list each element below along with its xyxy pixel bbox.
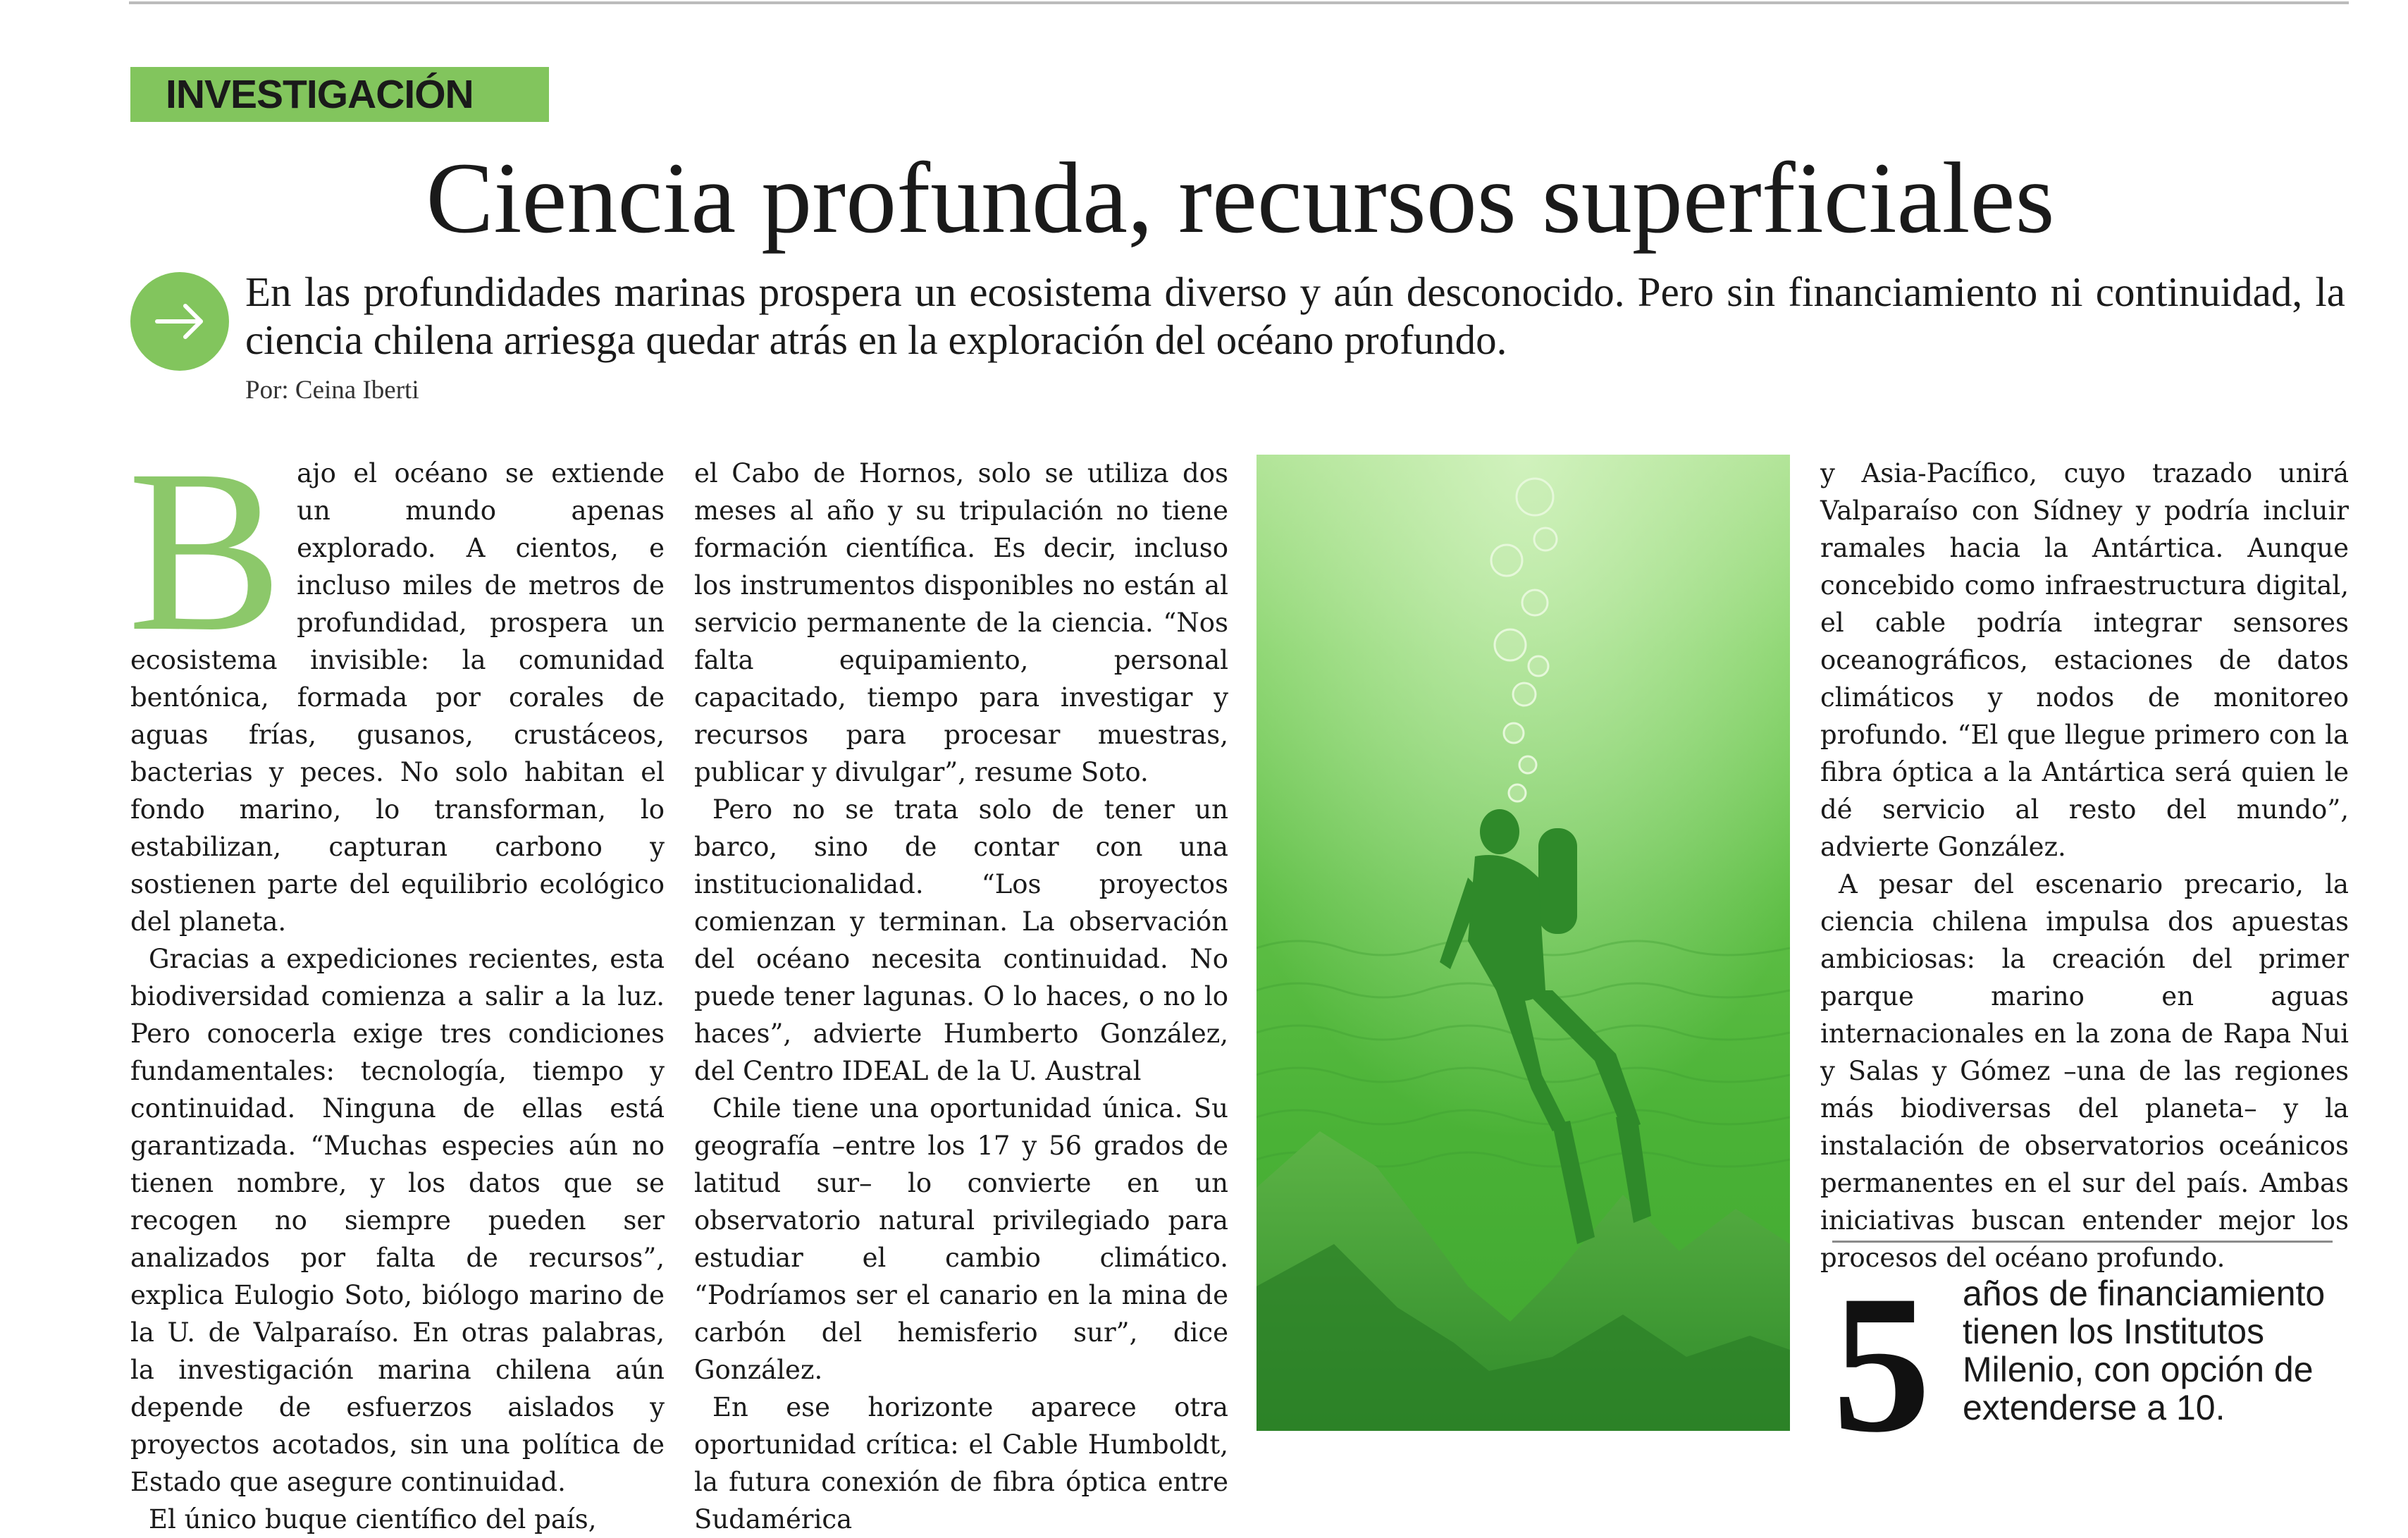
body-column-1	[128, 422, 665, 1538]
arrow-right-icon	[130, 272, 229, 371]
stat-text: años de financiamiento tienen los Institutos Milenio, con opción de extenderse a 10.	[1963, 1274, 2326, 1427]
top-rule	[129, 1, 2349, 4]
body-paragraph: A pesar del escenario precario, la ciencia chilena impulsa dos apuestas ambiciosas: la creación del primer parque marino en aguas internacionales en la zona de Rapa Nui y Salas y Gómez –una de las regiones más biodiversas del planeta– y la instalación de observatorios oceánicos permanentes en el sur del país. Ambas iniciativas buscan entender mejor los procesos del océano profundo.	[1820, 869, 2349, 1273]
stat-divider	[1832, 1241, 2333, 1243]
article-byline: Por: Ceina Iberti	[245, 376, 419, 405]
section-kicker	[130, 67, 549, 122]
body-paragraph: Pero no se trata solo de tener un barco, sino de contar con una institucionalidad. “Los proyectos comienzan y terminan. La observación del océano necesita continuidad. No puede tener lagunas. O lo haces, o no lo haces”, advierte Humberto González, del Centro IDEAL de la U. Austral	[694, 794, 1228, 1086]
article-headline: Ciencia profunda, recursos superficiales	[426, 142, 2055, 254]
body-paragraph: Chile tiene una oportunidad única. Su geografía –entre los 17 y 56 grados de latitud sur– lo convierte en un observatorio natural privilegiado para estudiar el cambio climático. “Podríamos ser el canario en la mina de carbón del hemisferio sur”, dice González.	[694, 1093, 1228, 1385]
body-paragraph: Gracias a expediciones recientes, esta biodiversidad comienza a salir a la luz. Pero conocerla exige tres condiciones fundamentales: tecnología, tiempo y continuidad. Ninguna de ellas está garantizada. “Muchas especies aún no tienen nombre, y los datos que se recogen no siempre pueden ser analizados por falta de recursos”, explica Eulogio Soto, biólogo marino de la U. de Valparaíso. En otras palabras, la investigación marina chilena aún depende de esfuerzos aislados y proyectos acotados, sin una política de Estado que asegure continuidad.	[130, 944, 665, 1497]
body-column-2	[694, 455, 1228, 1538]
stat-number: 5	[1832, 1254, 1931, 1473]
body-paragraph: En ese horizonte aparece otra oportunidad crítica: el Cable Humboldt, la futura conexión de fibra óptica entre Sudamérica	[694, 1392, 1228, 1534]
diver-illustration	[1257, 455, 1790, 1431]
body-paragraph: Bajo el océano se extiende un mundo apenas explorado. A cientos, e incluso miles de metros de profundidad, prospera un ecosistema invisible: la comunidad bentónica, formada por corales de aguas frías, gusanos, crustáceos, bacterias y peces. No solo habitan el fondo marino, lo transforman, lo estabilizan, capturan carbono y sostienen parte del equilibrio ecológico del planeta.	[128, 422, 665, 937]
article-deck: En las profundidades marinas prospera un ecosistema diverso y aún desconocido. Pero sin financiamiento ni continuidad, la ciencia chilena arriesga quedar atrás en la exploración del océano profundo.	[245, 269, 2345, 363]
body-paragraph: y Asia-Pacífico, cuyo trazado unirá Valparaíso con Sídney y podría incluir ramales hacia la Antártica. Aunque concebido como infraestructura digital, el cable podría integrar sensores oceanográficos, estaciones de datos climáticos y nodos de monitoreo profundo. “El que llegue primero con la fibra óptica a la Antártica será quien le dé servicio al resto del mundo”, advierte González.	[1820, 458, 2349, 862]
body-paragraph: el Cabo de Hornos, solo se utiliza dos meses al año y su tripulación no tiene formación científica. Es decir, incluso los instrumentos disponibles no están al servicio permanente de la ciencia. “Nos falta equipamiento, personal capacitado, tiempo para investigar y recursos para procesar muestras, publicar y divulgar”, resume Soto.	[694, 458, 1228, 787]
body-paragraph: El único buque científico del país,	[149, 1504, 597, 1534]
drop-cap: B	[128, 422, 283, 679]
body-column-4	[1820, 455, 2349, 1276]
section-kicker-label: INVESTIGACIÓN	[166, 72, 474, 117]
